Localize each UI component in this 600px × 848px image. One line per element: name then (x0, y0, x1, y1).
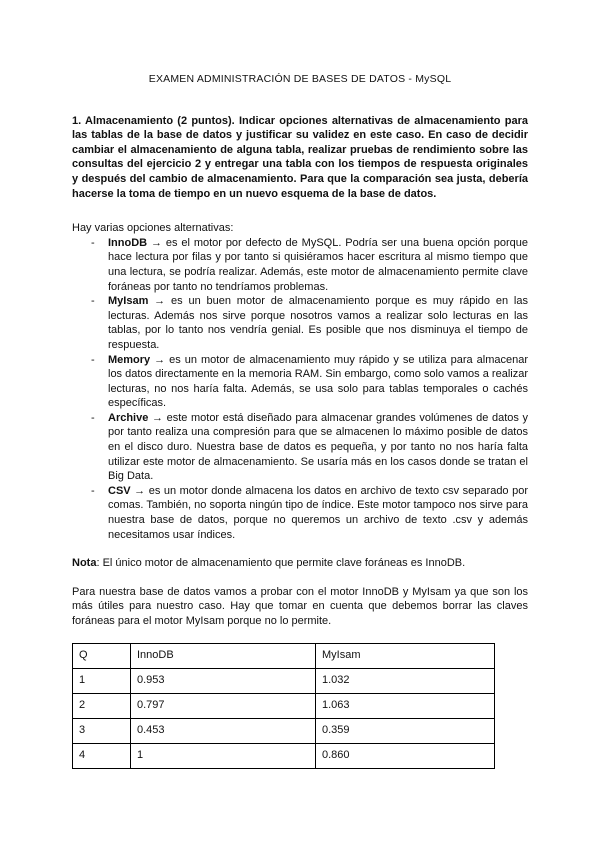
table-cell: 0.453 (131, 718, 316, 743)
option-name: Memory (108, 353, 151, 366)
table-cell: 0.860 (316, 743, 495, 768)
option-name: InnoDB (108, 236, 148, 249)
bullet-dash: - (91, 295, 95, 308)
table-cell: 3 (73, 718, 131, 743)
table-header-row (73, 643, 495, 668)
list-item (72, 294, 528, 352)
table-cell: 0.797 (131, 693, 316, 718)
table-cell: 0.359 (316, 718, 495, 743)
option-description: → es un motor de almacenamiento muy rápido y se utiliza para almacenar los datos directamente en la memoria RAM. Sin embargo, como solo vamos a realizar lecturas, no nos haría falta. Además, se usa solo para tablas temporales o cachés específicas. (108, 353, 528, 410)
list-item (72, 484, 528, 542)
table-header-cell: Q (73, 643, 131, 668)
question-text: 1. Almacenamiento (2 puntos). Indicar opciones alternativas de almacenamiento para las tablas de la base de datos y justificar su validez en este caso. En caso de decidir cambiar el almacenamiento de alguna tabla, realizar pruebas de rendimiento sobre las consultas del ejercicio 2 y entregar una tabla con los tiempos de respuesta originales y después del cambio de almacenamiento. Para que la comparación sea justa, debería hacerse la toma de tiempo en un nuevo esquema de la base de datos. (72, 114, 528, 200)
option-description: → este motor está diseñado para almacenar grandes volúmenes de datos y por tanto realiza una compresión para que se almacenen lo máximo posible de datos en el disco duro. Nuestra base de datos es pequeña, y por tanto no nos haría falta utilizar este motor de almacenamiento. Se usaría más en los casos donde se tratan el Big Data. (108, 411, 528, 483)
table-cell: 1 (131, 743, 316, 768)
response-time-table (72, 643, 495, 769)
table-header-cell: InnoDB (131, 643, 316, 668)
list-item (72, 353, 528, 411)
table-row (73, 693, 495, 718)
test-paragraph: Para nuestra base de datos vamos a probar con el motor InnoDB y MyIsam ya que son los más útiles para nuestro caso. Hay que tomar en cuenta que debemos borrar las claves foráneas para el motor MyIsam porque no lo permite. (72, 585, 528, 627)
bullet-dash: - (91, 236, 95, 249)
table-row (73, 743, 495, 768)
bullet-dash: - (91, 411, 95, 424)
list-item (72, 411, 528, 484)
list-item (72, 236, 528, 294)
option-name: MyIsam (108, 295, 149, 308)
table-cell: 4 (73, 743, 131, 768)
note-label: Nota (72, 557, 97, 570)
bullet-dash: - (91, 484, 95, 497)
option-name: CSV (108, 484, 131, 497)
table-row (73, 668, 495, 693)
storage-options-list (72, 236, 528, 542)
option-description: → es el motor por defecto de MySQL. Podría ser una buena opción porque hace lectura por filas y por tanto si quisiéramos hacer escritura al mismo tiempo que una lectura, se podría realizar. Además, este motor de almacenamiento permite clave foráneas por tanto no tendríamos problemas. (108, 236, 528, 293)
table-row (73, 718, 495, 743)
table-cell: 0.953 (131, 668, 316, 693)
table-cell: 1.032 (316, 668, 495, 693)
document-page (72, 72, 528, 769)
table-cell: 2 (73, 693, 131, 718)
option-name: Archive (108, 411, 149, 424)
note-text: : El único motor de almacenamiento que permite clave foráneas es InnoDB. (96, 557, 466, 570)
table-cell: 1 (73, 668, 131, 693)
table-cell: 1.063 (316, 693, 495, 718)
option-description: → es un buen motor de almacenamiento porque es muy rápido en las lecturas. Además nos sirve porque nosotros vamos a realizar solo lecturas en las tablas, por lo tanto nos vendría genial. Es posible que nos disminuya el tiempo de respuesta. (108, 295, 528, 351)
table-header-cell: MyIsam (316, 643, 495, 668)
option-description: → es un motor donde almacena los datos en archivo de texto csv separado por comas. También, no soporta ningún tipo de índice. Este motor tampoco nos sirve para nuestra base de datos, porque no queremos un archivo de texto .csv y además necesitamos usar índices. (108, 484, 528, 541)
note-paragraph (72, 556, 528, 571)
intro-text: Hay varias opciones alternativas: (72, 222, 234, 235)
bullet-dash: - (91, 353, 95, 366)
document-title: EXAMEN ADMINISTRACIÓN DE BASES DE DATOS - MySQL (148, 73, 452, 85)
